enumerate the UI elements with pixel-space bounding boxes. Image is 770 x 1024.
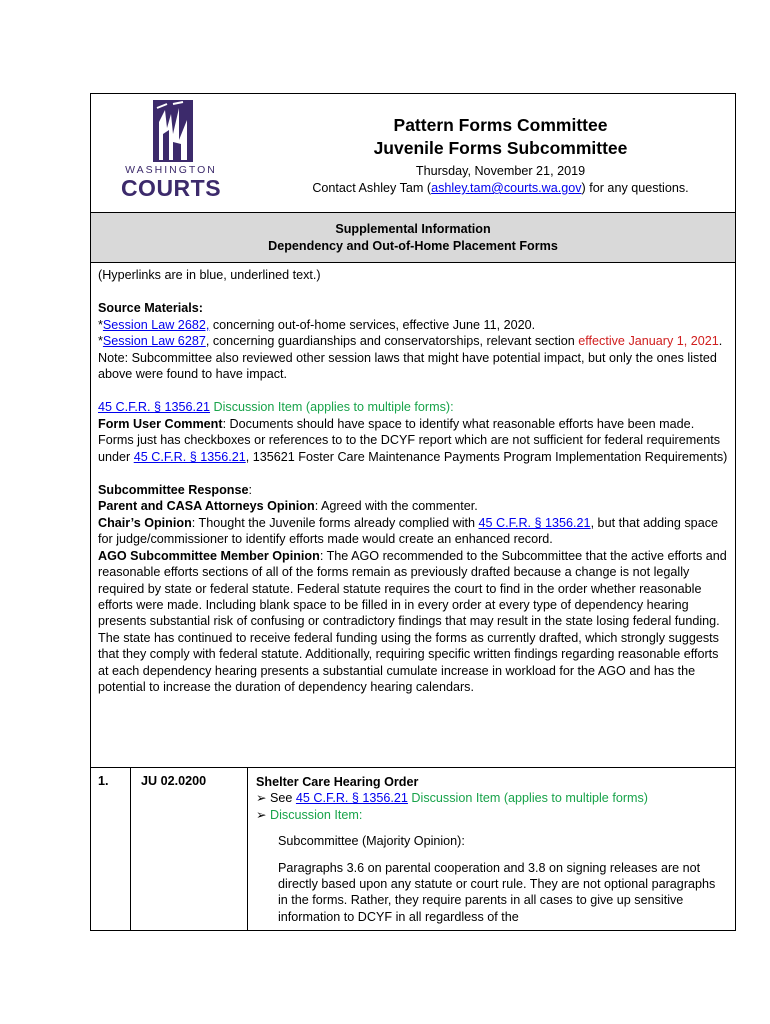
src2-text: , concerning guardianships and conservatorships, relevant section (205, 334, 579, 349)
form-row-1 (91, 768, 735, 930)
bullet-see-cfr (256, 790, 725, 806)
bullet-discussion (256, 807, 725, 823)
row1-discussion-ref: Discussion Item (applies to multiple forms) (407, 791, 648, 806)
subcommittee-response (98, 482, 728, 695)
form-description (248, 768, 735, 930)
majority-opinion-text: Paragraphs 3.6 on parental cooperation and 3.8 on signing releases are not directly based upon any statute or court rule. They are not optional paragraphs in the forms. Rather, they require parents in all cases to give up sensitive information to DCYF in all regardless of the (278, 860, 716, 924)
form-code: JU 02.0200 (131, 768, 248, 930)
logo-emblem-icon (153, 100, 193, 162)
washington-courts-logo (111, 100, 231, 204)
discussion-body (256, 833, 725, 925)
chair-opinion-text2: , but that adding space for judge/commissioner to identify efforts made would create an enhanced record. (98, 515, 718, 547)
src2-effective: effective January 1, 2021 (578, 334, 719, 349)
source-materials (98, 300, 728, 382)
cfr-discussion-label: Discussion Item (applies to multiple forms): (210, 400, 454, 415)
session-law-6287-link[interactable]: Session Law 6287 (102, 334, 206, 349)
arrow-bullet-icon: ➢ (256, 791, 267, 806)
casa-opinion-text: : Agreed with the commenter. (314, 499, 478, 514)
row1-cfr-link[interactable]: 45 C.F.R. § 1356.21 (295, 791, 408, 806)
src2-end: . (718, 334, 723, 349)
contact-suffix: ) for any questions. (581, 181, 689, 195)
session-law-2682-link[interactable]: Session Law 2682, (102, 317, 210, 332)
src2-star: * (98, 334, 103, 349)
band-title: Supplemental Information (335, 222, 491, 236)
contact-line (266, 180, 735, 197)
row-number: 1. (91, 768, 131, 930)
form-user-comment-label: Form User Comment (98, 416, 223, 431)
source-heading: Source Materials: (98, 301, 203, 316)
ago-opinion-label: AGO Subcommittee Member Opinion (98, 548, 320, 563)
supplemental-body (91, 263, 735, 768)
response-label: Subcommittee Response (98, 483, 249, 498)
form-user-comment-text2: , 135621 Foster Care Maintenance Payments Program Implementation Requirements) (245, 449, 728, 464)
arrow-bullet-icon: ➢ (256, 807, 267, 822)
band-subtitle: Dependency and Out-of-Home Placement Forms (268, 239, 558, 253)
chair-cfr-link[interactable]: 45 C.F.R. § 1356.21 (478, 515, 591, 530)
src1-star: * (98, 317, 103, 332)
contact-prefix: Contact Ashley Tam ( (312, 181, 432, 195)
bullet-see: See (270, 791, 296, 806)
logo-courts: COURTS (120, 175, 222, 201)
contact-email-link[interactable]: ashley.tam@courts.wa.gov (431, 181, 582, 195)
cfr-link[interactable]: 45 C.F.R. § 1356.21 (98, 400, 211, 415)
majority-opinion-label: Subcommittee (Majority Opinion): (278, 834, 465, 849)
source-note: Note: Subcommittee also reviewed other session laws that might have potential impact, but only the ones listed above were found to have impact. (98, 350, 717, 382)
document-table (90, 93, 736, 931)
chair-opinion-text: : Thought the Juvenile forms already complied with (191, 515, 479, 530)
section-band (91, 213, 735, 263)
form-user-comment-text: : Documents should have space to identify what reasonable efforts have been made. Forms just has checkboxes or references to to the DCYF report which are not sufficient for federal requirements under (98, 416, 721, 464)
fuc-cfr-link[interactable]: 45 C.F.R. § 1356.21 (133, 449, 246, 464)
header-row (91, 94, 735, 213)
chair-opinion-label: Chair’s Opinion (98, 515, 192, 530)
response-colon: : (248, 483, 252, 498)
header-titles (266, 114, 735, 197)
src1-text: concerning out-of-home services, effective June 11, 2020. (209, 317, 536, 332)
committee-title: Pattern Forms Committee (393, 115, 608, 135)
ago-opinion-text: : The AGO recommended to the Subcommittee that the active efforts and reasonable efforts sections of all of the forms remain as previously drafted because a change is not legally required by state or federal statute. Federal statute requires the court to find in the order whether reasonable efforts were made. Including blank space to be filled in in every order at every type of dependency hearing presents substantial risk of confusing or contradictory findings that may result in the state losing federal funding. The state has continued to receive federal funding using the forms as currently drafted, which strongly suggests that they comply with federal statute. Additionally, requiring specific written findings regarding reasonable efforts at each dependency hearing presents a substantial cumulate increase in workload for the AGO and has the potential to increase the duration of dependency hearing calendars. (98, 548, 727, 694)
discussion-item-label: Discussion Item: (270, 807, 363, 822)
logo-washington: WASHINGTON (125, 164, 217, 176)
casa-opinion-label: Parent and CASA Attorneys Opinion (98, 499, 315, 514)
cfr-discussion (98, 399, 728, 465)
meeting-date: Thursday, November 21, 2019 (415, 164, 586, 178)
form-title: Shelter Care Hearing Order (256, 775, 419, 789)
subcommittee-title: Juvenile Forms Subcommittee (373, 138, 628, 158)
hyperlink-note: (Hyperlinks are in blue, underlined text.) (98, 268, 321, 282)
